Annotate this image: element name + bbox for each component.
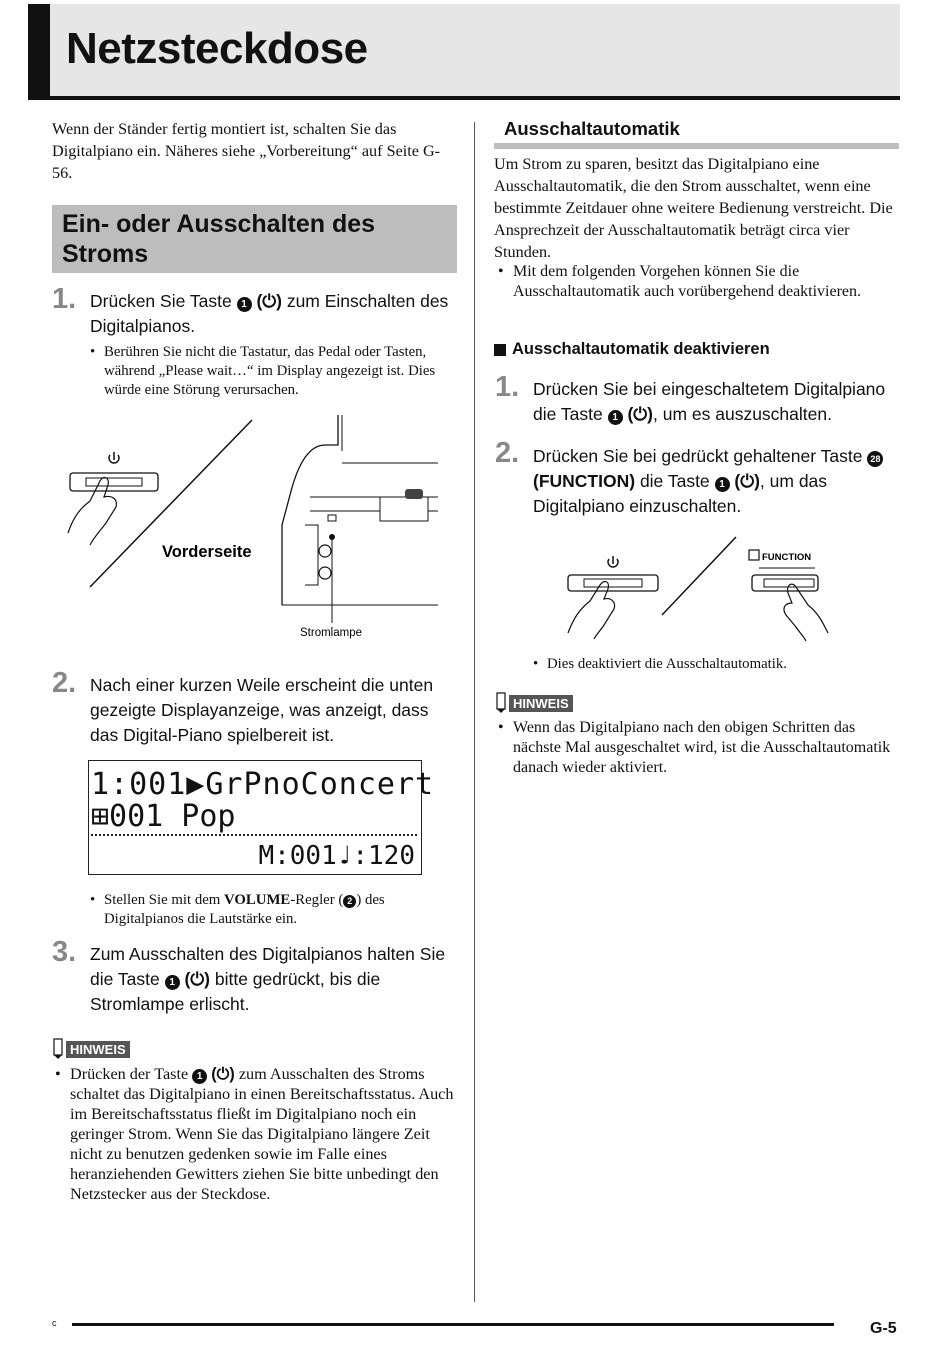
intro-paragraph: Um Strom zu sparen, besitzt das Digitalpiano eine Ausschaltautomatik, die den Strom ausschaltet, wenn eine bestimmte Zeitdauer ohne weitere Bedienung verstreicht. Die Ansprechzeit der Ausschaltautomatik beträgt circa vier Stunden.: [494, 155, 893, 261]
subheading: Ausschaltautomatik deaktivieren: [494, 340, 770, 359]
square-bullet-icon: [494, 344, 506, 356]
step-number: 1.: [495, 371, 520, 403]
key-number-icon: 1: [165, 975, 180, 990]
lcd-line-1: 1:001▶GrPnoConcert: [91, 767, 435, 802]
key-number-icon: 1: [715, 477, 730, 492]
step-number: 1.: [52, 283, 77, 315]
lamp-label: Stromlampe: [300, 627, 362, 639]
step-text: Zum Ausschalten des Digitalpianos halten Sie die Taste 1 (⏻) bitte gedrückt, bis die Stromlampe erlischt.: [90, 944, 446, 1014]
function-label: FUNCTION: [762, 552, 812, 563]
lcd-line-2: ⊞001 Pop: [91, 799, 236, 834]
bullet-note: • Stellen Sie mit dem VOLUME-Regler ( 2 ) des Digitalpianos die Lautstärke ein.: [90, 892, 385, 927]
function-led-icon: [749, 550, 759, 560]
hinweis-label: HINWEIS: [66, 1041, 130, 1058]
section-title: Ein- oder Ausschalten des Stroms: [62, 210, 376, 268]
pencil-icon: [495, 692, 507, 714]
hinweis-text: • Wenn das Digitalpiano nach den obigen Schritten das nächste Mal ausgeschaltet wird, ist die Ausschaltautomatik danach wieder aktiviert.: [498, 719, 891, 776]
pencil-icon: [52, 1038, 64, 1060]
hinweis-tag: [495, 692, 573, 714]
power-icon: [608, 556, 618, 567]
hinweis-tag: [52, 1038, 130, 1060]
page-number: G-5: [870, 1320, 897, 1337]
step-number: 3.: [52, 936, 77, 968]
hinweis-text: • Drücken der Taste 1 (⏻) zum Ausschalten des Stroms schaltet das Digitalpiano in einen Bereitschaftsstatus. Auch im Bereitschaftsstatus fließt im Digitalpiano noch ein geringer Strom. Wenn Sie das Digitalpiano längere Zeit nicht zu benutzen gedenken sowie im Falle eines heranziehenden Gewitters ziehen Sie bitte unbedingt den Netzstecker aus der Steckdose.: [55, 1065, 454, 1203]
key-number-icon: 28: [867, 451, 883, 467]
page-header: [28, 4, 900, 100]
hinweis-label: HINWEIS: [509, 695, 573, 712]
section-heading-box: [52, 205, 457, 273]
lcd-dot-row: [91, 834, 417, 839]
header-accent: [28, 4, 50, 96]
footer-mark: c: [52, 1318, 57, 1328]
intro-paragraph: Wenn der Ständer fertig montiert ist, schalten Sie das Digitalpiano ein. Näheres siehe „Vorbereitung“ auf Seite G-56.: [52, 120, 441, 182]
column-divider: [474, 122, 475, 1302]
step-text: Drücken Sie bei eingeschaltetem Digitalpiano die Taste 1 (⏻), um es auszuschalten.: [533, 379, 886, 424]
step-number: 2.: [52, 667, 77, 699]
bullet-note: • Mit dem folgenden Vorgehen können Sie die Ausschaltautomatik auch vorübergehend deaktivieren.: [498, 263, 862, 300]
section-title: Ausschaltautomatik: [504, 118, 680, 139]
bullet-note: • Berühren Sie nicht die Tastatur, das Pedal oder Tasten, während „Please wait…“ im Display angezeigt ist. Dies würde eine Störung verursachen.: [90, 344, 436, 398]
lcd-line-3: M:001♩:120: [258, 841, 415, 871]
key-number-icon: 1: [608, 410, 623, 425]
step-text: Drücken Sie bei gedrückt gehaltener Taste 28 (FUNCTION) die Taste 1 (⏻), um das Digitalpiano einzuschalten.: [533, 444, 898, 519]
step-text: Drücken Sie Taste 1 (⏻) zum Einschalten des Digitalpianos.: [90, 291, 449, 336]
footer-rule: [72, 1323, 834, 1326]
page-title: Netzsteckdose: [66, 24, 368, 73]
power-button-figure: [60, 415, 445, 645]
bullet-note: • Dies deaktiviert die Ausschaltautomatik.: [533, 656, 787, 672]
step-number: 2.: [495, 437, 520, 469]
step-text: Nach einer kurzen Weile erscheint die unten gezeigte Displayanzeige, was anzeigt, dass das Digital-Piano spielbereit ist.: [90, 675, 434, 745]
front-label: Vorderseite: [162, 543, 252, 561]
key-number-icon: 1: [237, 297, 252, 312]
finger-icon: [784, 584, 828, 641]
key-number-icon: 1: [192, 1069, 207, 1084]
lcd-display: [88, 760, 435, 875]
key-number-icon: 2: [343, 895, 356, 908]
power-icon: [109, 452, 119, 463]
section-rule: [494, 143, 899, 149]
function-power-figure: [560, 535, 830, 645]
